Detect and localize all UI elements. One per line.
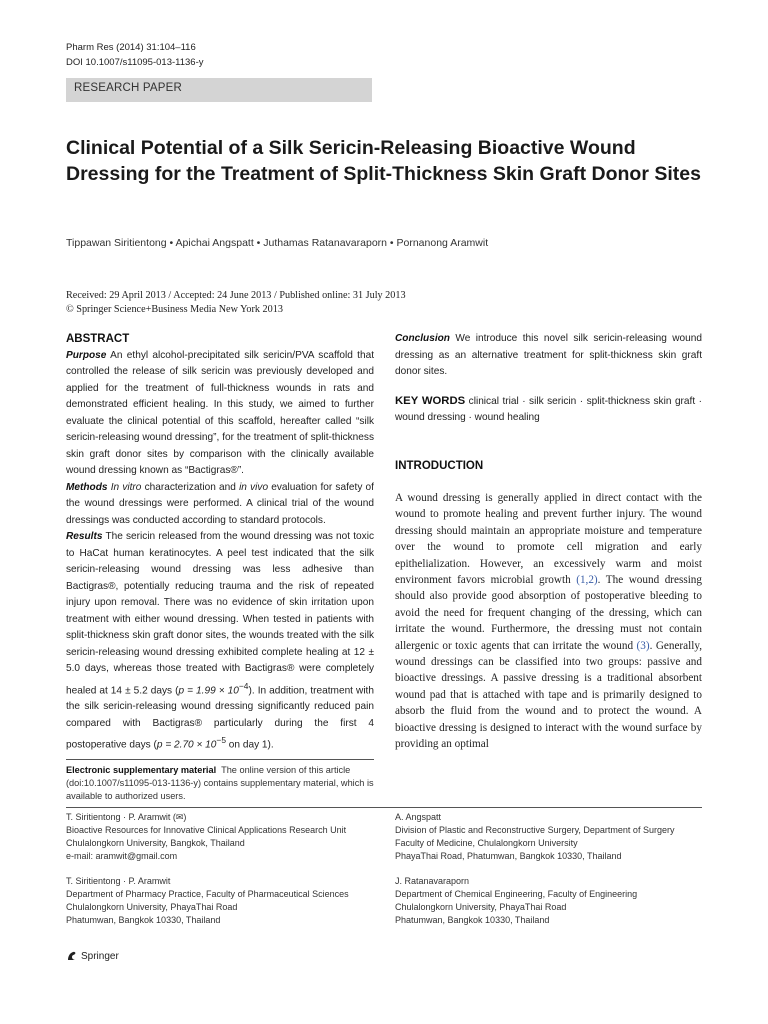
received-dates: Received: 29 April 2013 / Accepted: 24 June 2013 / Published online: 31 July 2013: [66, 290, 406, 301]
keywords-text: clinical trial · silk sericin · split-thickness skin graft · wound dressing · wound healing: [395, 395, 702, 423]
abstract-conclusion: [395, 331, 702, 381]
affiliation-line: J. Ratanavaraporn: [395, 876, 470, 886]
affiliation-line: A. Angspatt: [395, 812, 442, 822]
affiliation-line: Division of Plastic and Reconstructive Surgery, Department of Surgery: [395, 825, 675, 835]
publisher-name: Springer: [81, 950, 119, 962]
results-text-b: ). In addition, treatment with the silk sericin-releasing wound dressing significantly reduced pain compared with Bactigras® particularly during the first 4 postoperative days (: [66, 684, 374, 751]
right-column-top: [395, 331, 702, 427]
affiliation-line: T. Siritientong · P. Aramwit (✉): [66, 812, 187, 822]
results-text-c: on day 1).: [226, 739, 274, 751]
results-label: Results: [66, 531, 103, 542]
affiliation-divider: [66, 807, 702, 808]
abstract-column: [66, 331, 374, 754]
affiliation-block-3: [66, 875, 349, 927]
abstract-heading: ABSTRACT: [66, 333, 130, 345]
introduction-heading: INTRODUCTION: [395, 460, 484, 472]
abstract-methods: [66, 480, 374, 530]
conclusion-text: We introduce this novel silk sericin-releasing wound dressing as an alternative treatment for split-thickness skin graft donor sites.: [395, 333, 702, 377]
esm-text: The online version of this article (doi:10.1007/s11095-013-1136-y) contains supplementary material, which is available to authorized users.: [66, 765, 374, 801]
author-list: Tippawan Siritientong • Apichai Angspatt • Juthamas Ratanavaraporn • Pornanong Aramwit: [66, 237, 489, 249]
supplementary-material-note: [66, 759, 374, 803]
affiliation-line: Department of Chemical Engineering, Faculty of Engineering: [395, 889, 638, 899]
copyright-notice: © Springer Science+Business Media New York 2013: [66, 304, 283, 315]
paper-title: Clinical Potential of a Silk Sericin-Releasing Bioactive Wound Dressing for the Treatment of Split-Thickness Skin Graft Donor Sites: [66, 137, 701, 185]
methods-text-post: evaluation for safety of the wound dressings were performed. A clinical trial of the wound dressings was conducted according to standard protocols.: [66, 481, 374, 526]
affiliation-block-4: [395, 875, 637, 927]
affiliation-line: Bioactive Resources for Innovative Clinical Applications Research Unit: [66, 825, 347, 835]
conclusion-label: Conclusion: [395, 333, 450, 344]
affiliation-line: T. Siritientong · P. Aramwit: [66, 876, 171, 886]
purpose-label: Purpose: [66, 349, 107, 361]
results-pvalue-1: p = 1.99 × 10: [178, 684, 239, 696]
intro-text-2: . The wound dressing should also provide good absorption of postoperative bleeding to avoid the need for frequent changing of the dressing, which can irritate the wound. Furthermore, the dressing must not contain allergenic or toxic agents that can irritate the wound: [395, 574, 702, 652]
affiliation-line: Department of Pharmacy Practice, Faculty of Pharmaceutical Sciences: [66, 889, 349, 899]
publisher-footer: [66, 950, 119, 962]
section-label: RESEARCH PAPER: [66, 78, 372, 102]
citation-link-3[interactable]: (3): [636, 639, 650, 652]
affiliation-email[interactable]: e-mail: aramwit@gmail.com: [66, 851, 178, 861]
results-exponent-2: −5: [216, 735, 226, 746]
results-exponent-1: −4: [238, 680, 249, 691]
citation-link-1-2[interactable]: (1,2): [576, 574, 598, 587]
abstract-purpose: [66, 348, 374, 480]
journal-doi: DOI 10.1007/s11095-013-1136-y: [66, 57, 204, 68]
purpose-text: An ethyl alcohol-precipitated silk sericin/PVA scaffold that controlled the release of silk sericin was previously developed and applied for the treatment of full-thickness wounds in rats and demonstrated efficient healing. In this study, we aimed to further evaluate the clinical potential of this scaffold, hereafter called “silk sericin-releasing wound dressing”, for the treatment of split-thickness skin graft donor sites by comparison with the clinically available wound dressing known as “Bactigras®”.: [66, 349, 375, 476]
introduction-body: [395, 490, 702, 753]
abstract-results: [66, 529, 374, 754]
affiliation-line: Chulalongkorn University, PhayaThai Road: [66, 902, 238, 912]
springer-horse-icon: [66, 950, 78, 962]
keywords-heading: KEY WORDS: [395, 394, 466, 407]
methods-text-mid: characterization and: [141, 481, 240, 493]
esm-label: Electronic supplementary material: [66, 765, 217, 775]
keywords: [395, 393, 702, 427]
affiliation-line: PhayaThai Road, Phatumwan, Bangkok 10330, Thailand: [395, 851, 622, 861]
affiliation-line: Chulalongkorn University, PhayaThai Road: [395, 902, 567, 912]
affiliation-line: Chulalongkorn University, Bangkok, Thailand: [66, 838, 245, 848]
intro-text-3: . Generally, wound dressings can be classified into two groups: passive and bioactive dressings. A passive dressing is a traditional absorbent wound pad that is attached with tape and is primarily designed to absorb the fluid from the wound and to protect the wound. A bioactive dressing is designed to interact with the wound surface by providing an optimal: [395, 639, 702, 751]
publication-dates: [66, 289, 486, 317]
affiliation-line: Phatumwan, Bangkok 10330, Thailand: [66, 915, 221, 925]
results-pvalue-2: p = 2.70 × 10: [156, 739, 217, 751]
intro-text-1: A wound dressing is generally applied in direct contact with the wound to promote healing and prevent further injury. The wound dressing should maintain an appropriate moisture and temperature over the wound to promote cell migration and early epithelialization. However, an excessively warm and moist environment favors microbial growth: [395, 492, 702, 587]
affiliation-line: Phatumwan, Bangkok 10330, Thailand: [395, 915, 550, 925]
journal-header: [66, 40, 204, 70]
affiliation-block-2: [395, 811, 674, 863]
affiliation-block-1: [66, 811, 346, 863]
methods-label: Methods: [66, 481, 108, 493]
methods-italic-invitro: In vitro: [110, 481, 142, 493]
methods-italic-invivo: in vivo: [239, 481, 269, 493]
affiliation-line: Faculty of Medicine, Chulalongkorn University: [395, 838, 578, 848]
results-text-a: The sericin released from the wound dressing was not toxic to HaCat human keratinocytes. A peel test indicated that the silk sericin-releasing wound dressing was less adhesive than Bactigras®, potentially reducing trauma and the risk of repeated injury upon removal. There was no evidence of skin irritation upon treatment with either wound dressing. When tested in patients with split-thickness skin graft donor sites, the wounds treated with the silk sericin-releasing wound dressing exhibited complete healing at 12 ± 5.0 days, whereas those treated with Bactigras® were completely healed at 14 ± 5.2 days (: [66, 531, 375, 696]
journal-citation: Pharm Res (2014) 31:104–116: [66, 42, 196, 53]
